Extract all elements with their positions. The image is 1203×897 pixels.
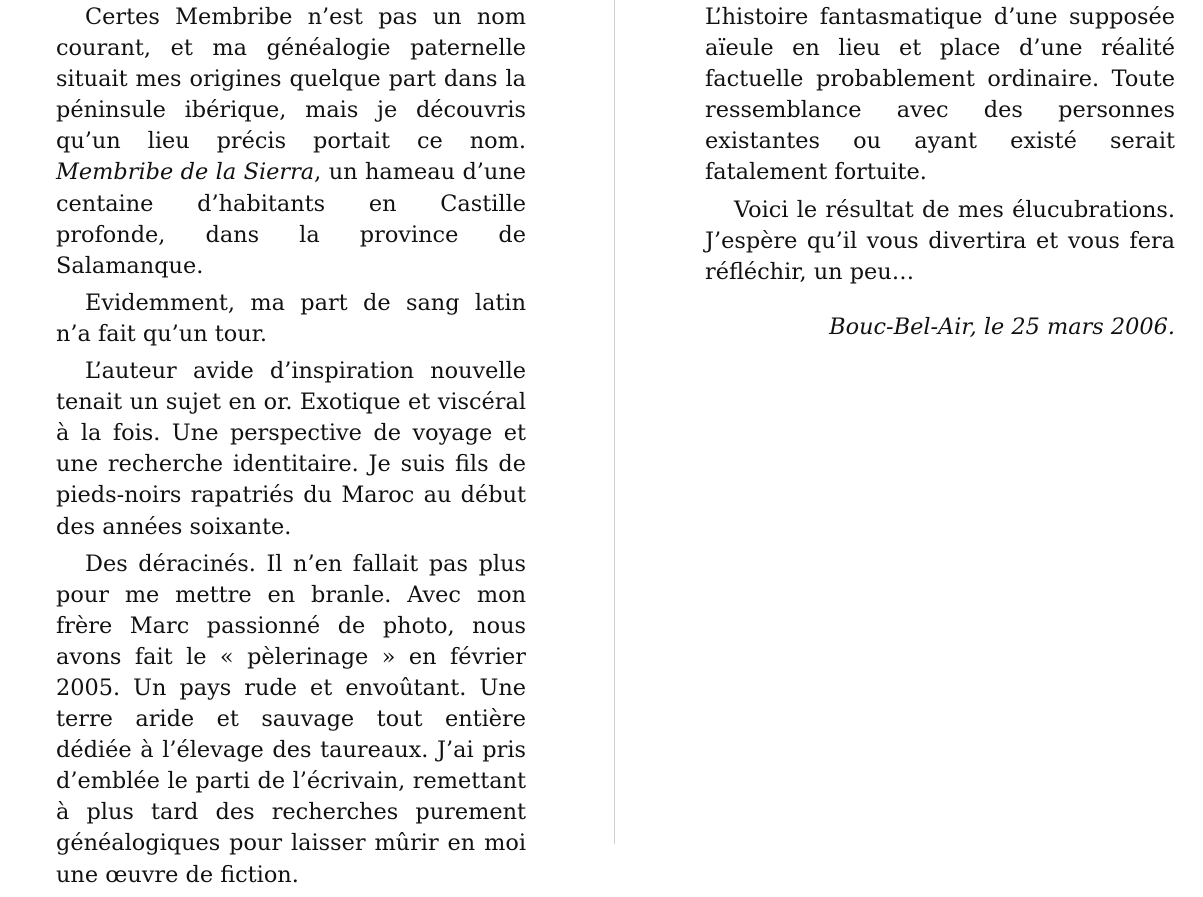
right-page-text-column — [705, 2, 1175, 349]
right-page — [615, 0, 1203, 844]
paragraph-text: , un hameau d’une centaine d’habitants en Castille profonde, dans la province de Salamanque. — [56, 159, 526, 279]
paragraph-membribe-origin — [56, 2, 526, 282]
paragraph-uprooted: Des déracinés. Il n’en fallait pas plus pour me mettre en branle. Avec mon frère Marc passionné de photo, nous avons fait le « pèlerinage » en février 2005. Un pays rude et envoûtant. Une terre aride et sauvage tout entière dédiée à l’élevage des taureaux. J’ai pris d’emblée le parti de l’écrivain, remettant à plus tard des recherches purement généalogiques pour laisser mûrir en moi une œuvre de fiction. — [56, 550, 526, 888]
paragraph-result: Voici le résultat de mes élucubrations. J’espère qu’il vous divertira et vous fera réfléchir, un peu… — [705, 196, 1175, 285]
paragraph-fantasmatic-story: L’histoire fantasmatique d’une supposée aïeule en lieu et place d’une réalité factuelle probablement ordinaire. Toute ressemblance avec des personnes existantes ou ayant existé serait fatalement fortuite. — [705, 4, 1175, 186]
place-name: Membribe de la Sierra — [56, 159, 315, 186]
paragraph-author-inspiration: L’auteur avide d’inspiration nouvelle tenait un sujet en or. Exotique et viscéral à la fois. Une perspective de voyage et une recherche identitaire. Je suis fils de pieds-noirs rapatriés du Maroc au début des années soixante. — [56, 358, 526, 540]
left-page-text-column — [56, 2, 526, 897]
paragraph-latin-blood: Evidemment, ma part de sang latin n’a fait qu’un tour. — [56, 289, 526, 347]
signature-place-date: Bouc-Bel-Air, le 25 mars 2006. — [829, 313, 1175, 340]
paragraph-text: Certes Membribe n’est pas un nom courant, et ma généalogie paternelle situait mes origines quelque part dans la péninsule ibérique, mais je découvris qu’un lieu précis portait ce nom. — [56, 4, 526, 155]
